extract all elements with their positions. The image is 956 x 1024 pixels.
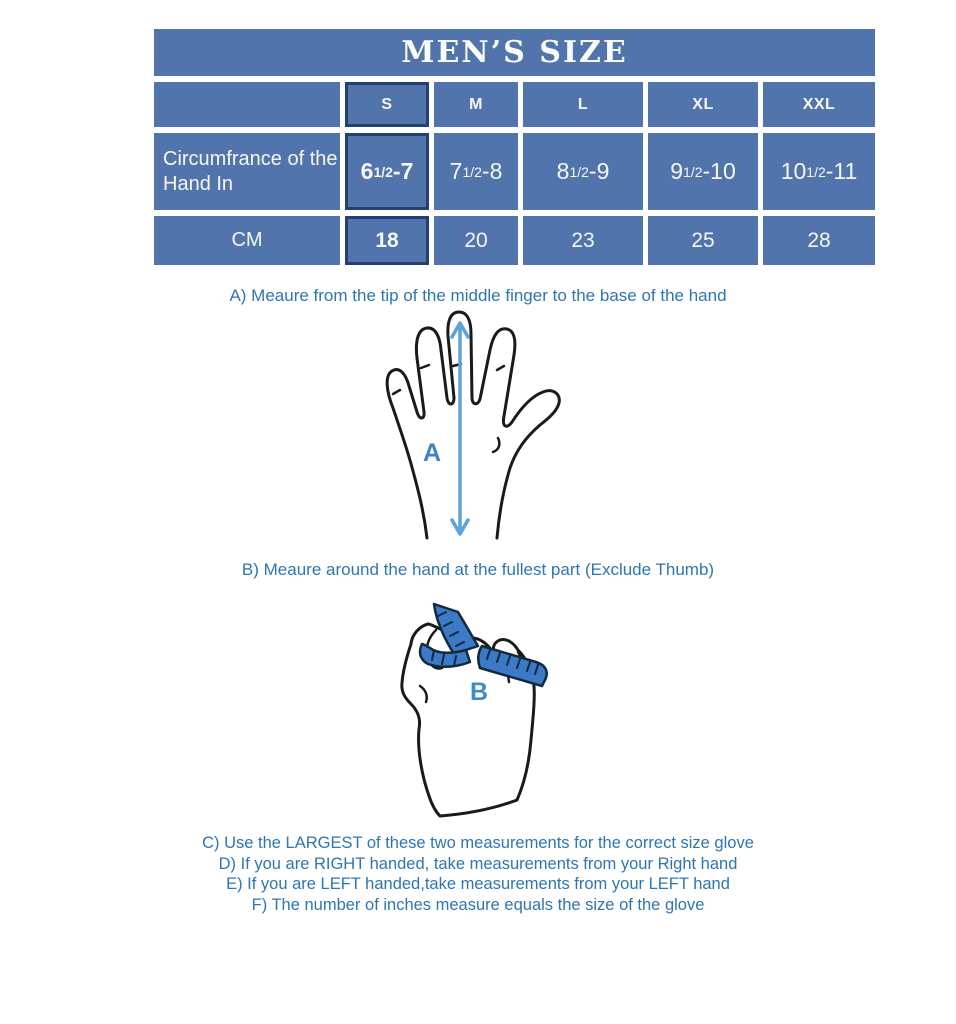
inches-value-xxl: 10 1/2 -11 <box>763 133 875 210</box>
cm-value-m: 20 <box>434 216 518 265</box>
diagram-a-label: A <box>423 439 442 467</box>
instruction-a: A) Meaure from the tip of the middle finger to the base of the hand <box>229 286 727 305</box>
header-size-m: M <box>434 82 518 127</box>
instruction-f: F) The number of inches measure equals the size of the glove <box>251 896 705 914</box>
row-label-cm: CM <box>154 216 340 265</box>
inches-value-s: 6 1/2 -7 <box>345 133 429 210</box>
inches-value-l: 8 1/2 -9 <box>523 133 643 210</box>
cm-value-xl: 25 <box>648 216 758 265</box>
inches-value-m: 7 1/2 -8 <box>434 133 518 210</box>
instruction-c: C) Use the LARGEST of these two measurements for the correct size glove <box>202 834 754 852</box>
hand-measure-circumference-illustration <box>378 588 578 833</box>
hand-measure-length-illustration <box>369 308 569 548</box>
palm-outline <box>387 312 559 538</box>
table-title: MEN’S SIZE <box>154 29 875 76</box>
header-size-l: L <box>523 82 643 127</box>
diagram-b-label: B <box>470 678 489 706</box>
cm-value-xxl: 28 <box>763 216 875 265</box>
header-size-s: S <box>345 82 429 127</box>
instruction-d: D) If you are RIGHT handed, take measurements from your Right hand <box>218 855 738 873</box>
header-empty-cell <box>154 82 340 127</box>
cm-value-s: 18 <box>345 216 429 265</box>
instruction-e: E) If you are LEFT handed,take measurements from your LEFT hand <box>226 875 730 893</box>
instruction-b: B) Meaure around the hand at the fullest part (Exclude Thumb) <box>241 560 715 579</box>
cm-value-l: 23 <box>523 216 643 265</box>
header-size-xl: XL <box>648 82 758 127</box>
header-size-xxl: XXL <box>763 82 875 127</box>
inches-value-xl: 9 1/2 -10 <box>648 133 758 210</box>
mens-size-table <box>154 29 875 265</box>
row-label-circumference: Circumfrance of the Hand In <box>154 133 340 210</box>
